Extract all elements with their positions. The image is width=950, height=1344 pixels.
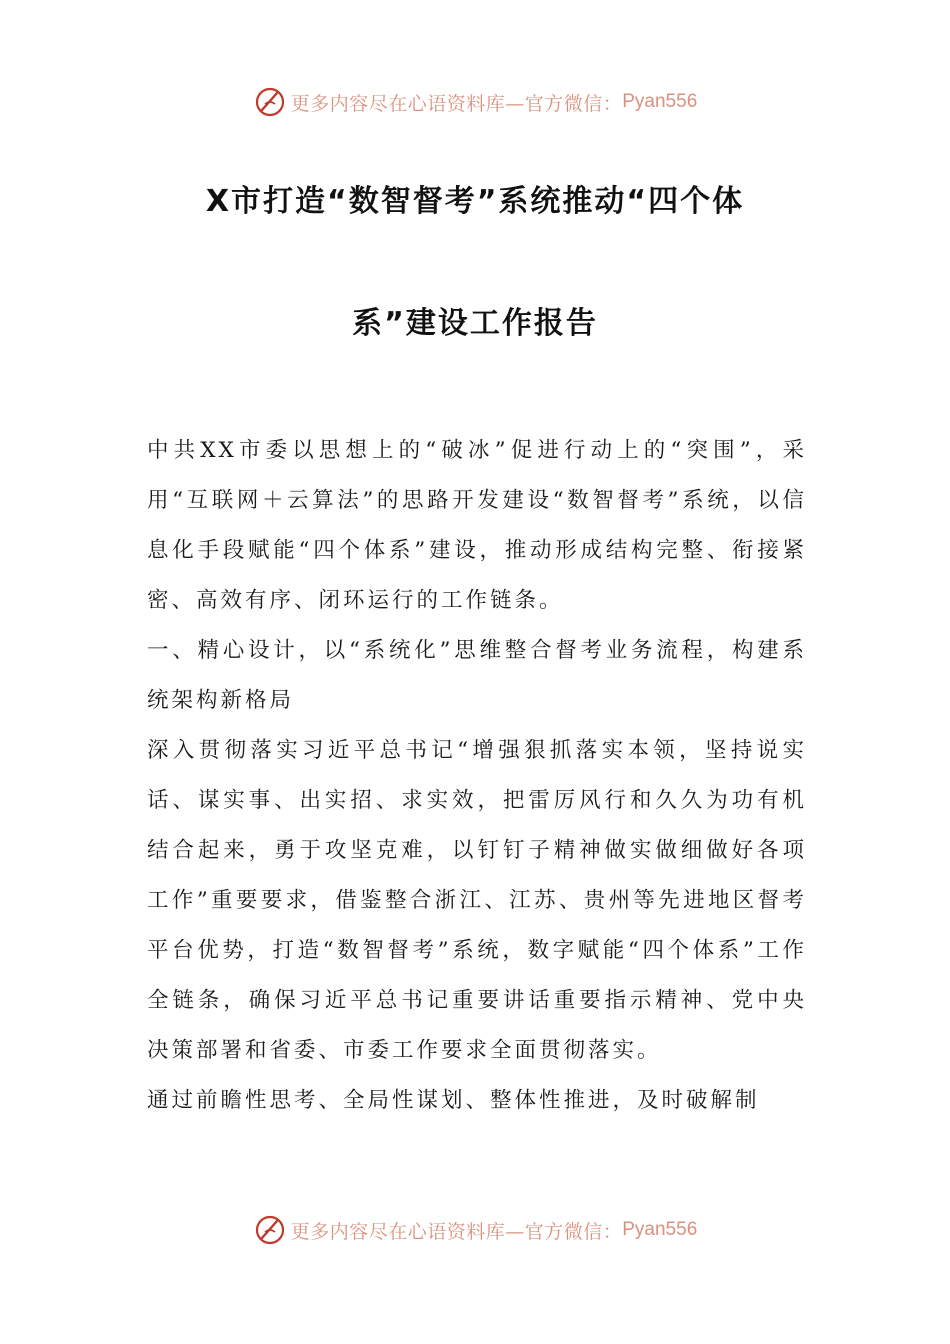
paragraph-intro: 中共XX市委以思想上的“破冰”促进行动上的“突围”，采用“互联网＋云算法”的思路开发建设“数智督考”系统，以信息化手段赋能“四个体系”建设，推动形成结构完整、衔接紧密、高效有序、闭环运行的工作链条。 — [147, 438, 807, 613]
banner-text-wechat-id: Pyan556 — [622, 91, 698, 112]
document-title-line-1: X市打造“数智督考”系统推动“四个体 — [205, 184, 745, 219]
document-title-line-2: 系”建设工作报告 — [352, 306, 598, 341]
banner-text-main: 更多内容尽在心语资料库 — [290, 1220, 506, 1243]
section-heading-1: 一、精心设计，以“系统化”思维整合督考业务流程，构建系统架构新格局 — [147, 638, 807, 713]
header-watermark-banner — [0, 82, 950, 122]
paragraph-continued: 通过前瞻性思考、全局性谋划、整体性推进，及时破解制 — [147, 1088, 760, 1113]
pen-circle-logo-icon — [253, 85, 287, 119]
banner-text-wechat-label: —官方微信： — [505, 92, 623, 115]
footer-watermark-banner — [0, 1210, 950, 1250]
pen-circle-logo-icon — [253, 1213, 287, 1247]
banner-text-wechat-id: Pyan556 — [622, 1219, 698, 1240]
banner-text-wechat-label: —官方微信： — [505, 1220, 623, 1243]
banner-text-main: 更多内容尽在心语资料库 — [290, 92, 506, 115]
paragraph-section-1-body: 深入贯彻落实习近平总书记“增强狠抓落实本领，坚持说实话、谋实事、出实招、求实效，把雷厉风行和久久为功有机结合起来，勇于攻坚克难，以钉钉子精神做实做细做好各项工作”重要要求，借鉴整合浙江、江苏、贵州等先进地区督考平台优势，打造“数智督考”系统，数字赋能“四个体系”工作全链条，确保习近平总书记重要讲话重要指示精神、党中央决策部署和省委、市委工作要求全面贯彻落实。 — [147, 738, 807, 1063]
document-body — [147, 426, 807, 1126]
